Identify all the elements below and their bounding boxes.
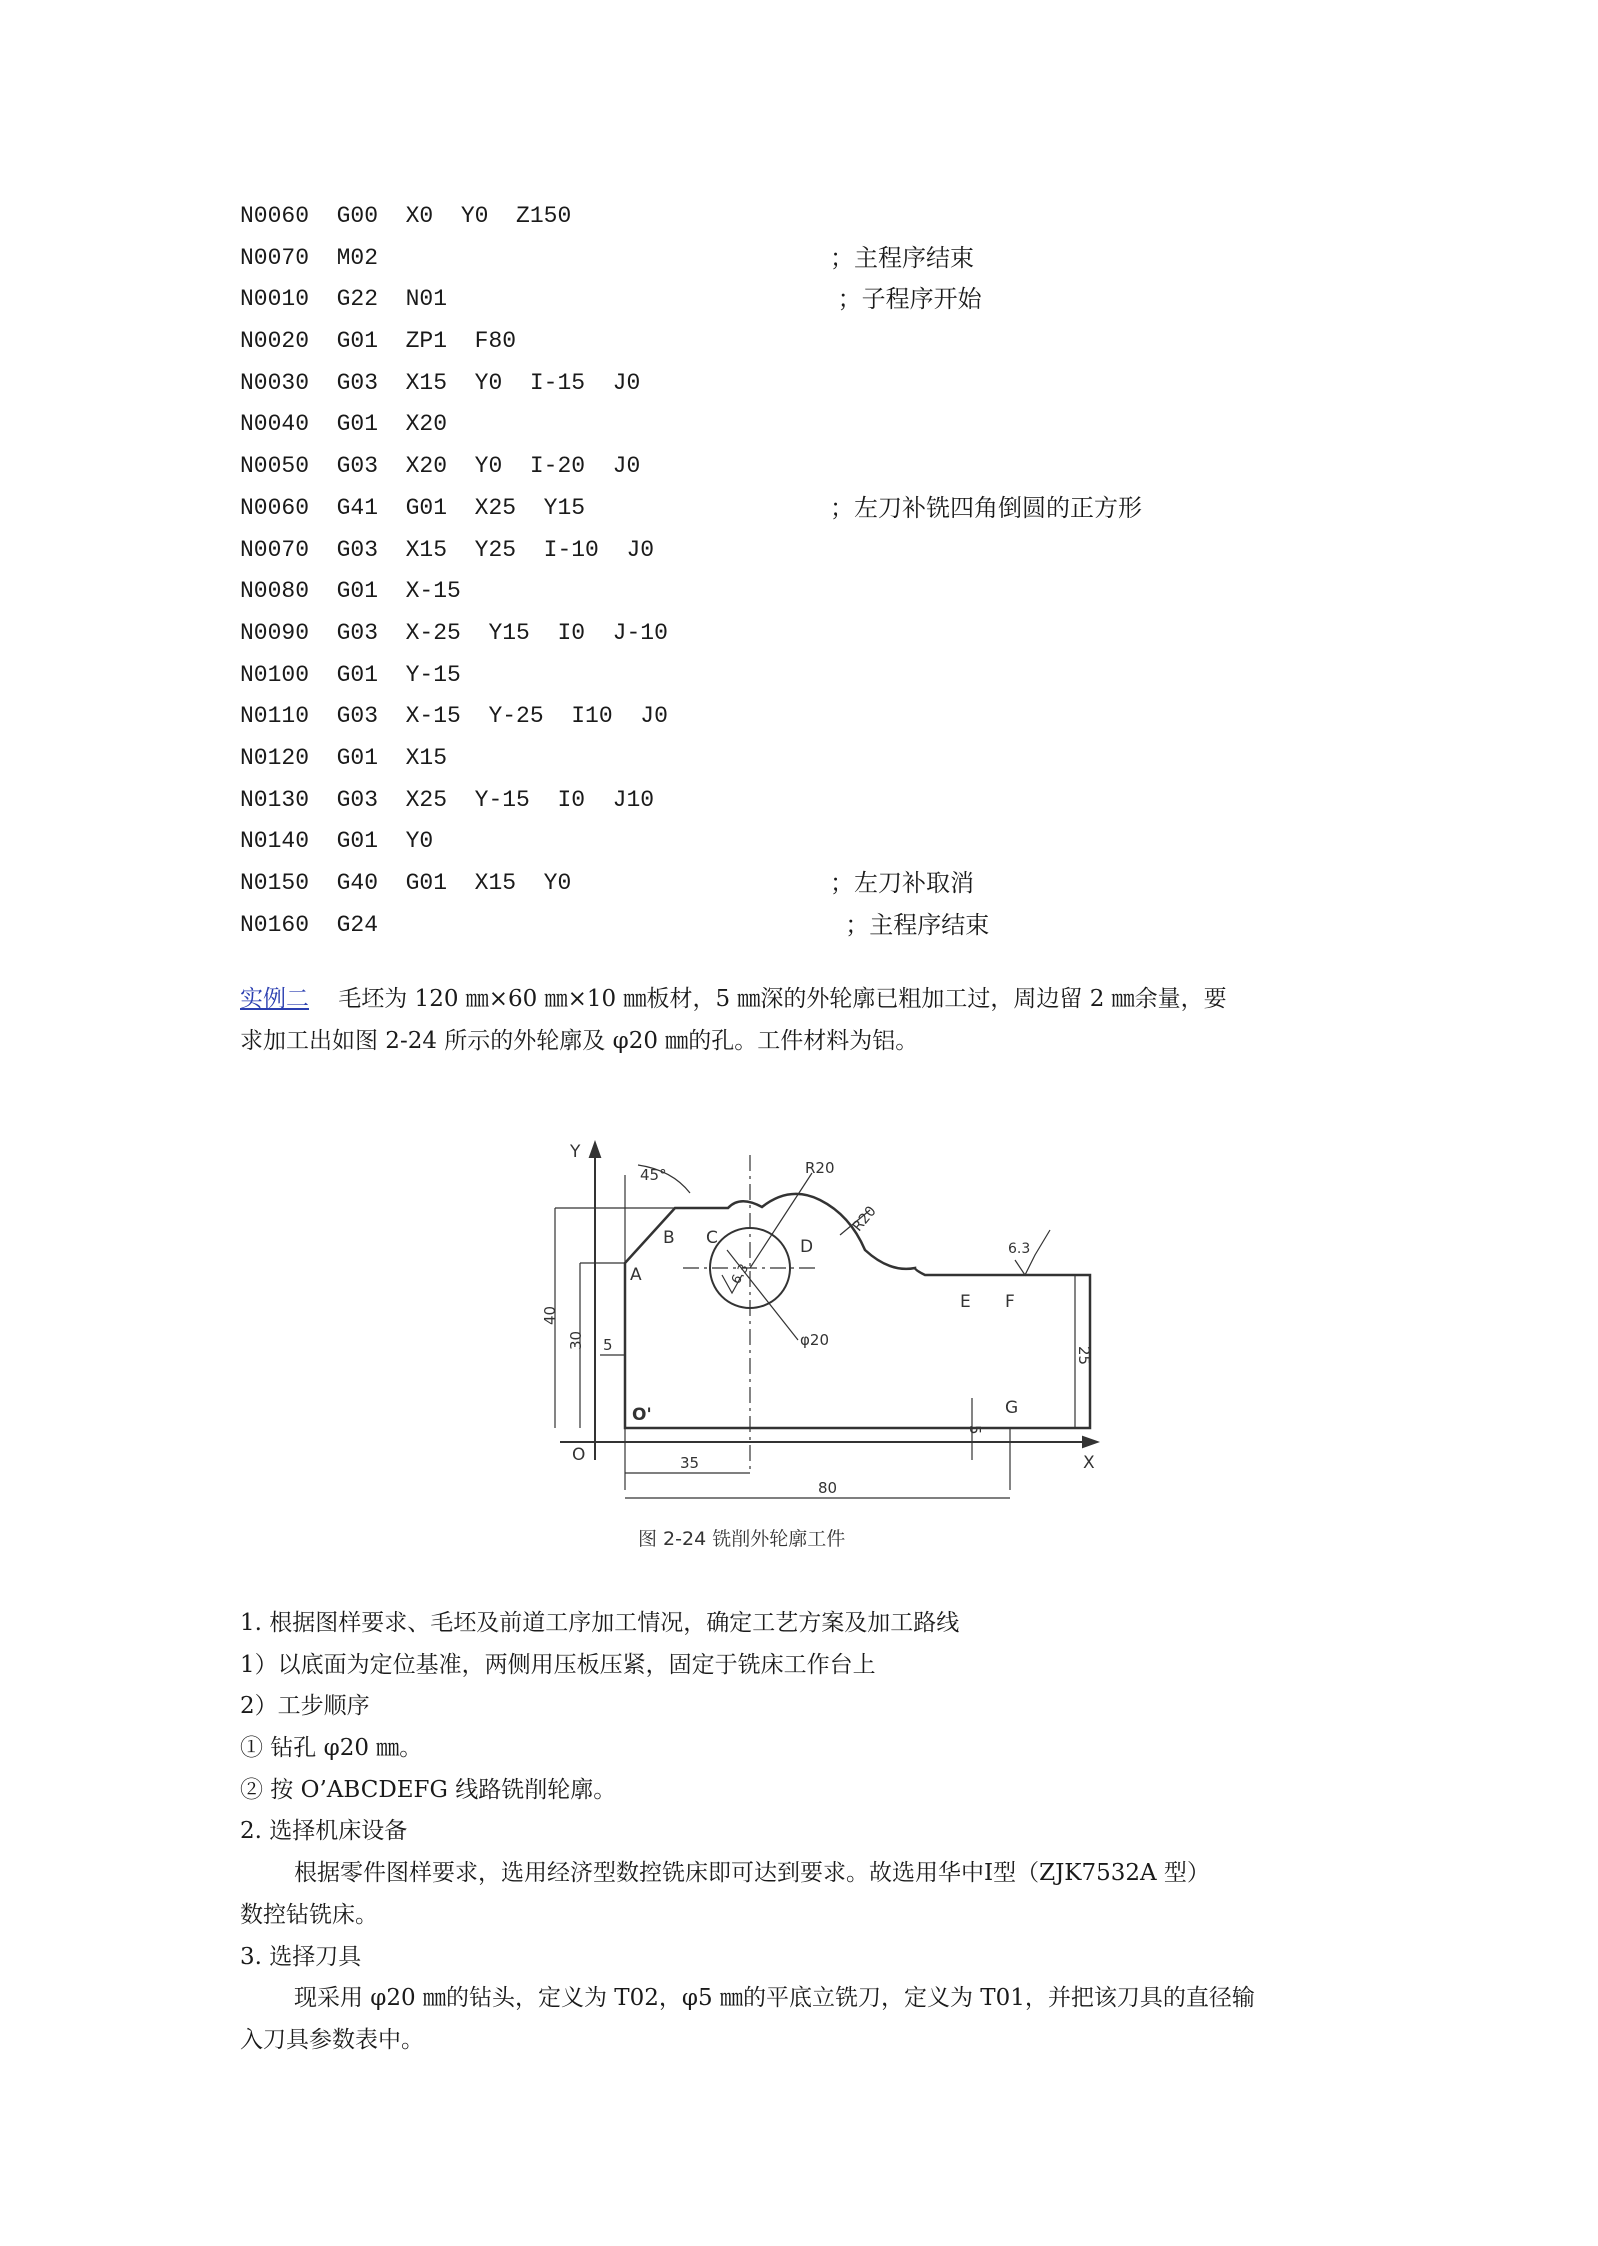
code-line — [240, 363, 1390, 405]
example-text-2: 求加工出如图 2-24 所示的外轮廓及 φ20 ㎜的孔。工件材料为铝。 — [240, 1028, 919, 1054]
step-line: ② 按 O’ABCDEFG 线路铣削轮廓。 — [240, 1776, 617, 1803]
code-line — [240, 780, 1390, 822]
label-origin-prime: O' — [632, 1405, 652, 1425]
code-text: N0010 G22 N01 — [240, 286, 448, 313]
code-comment: ；主程序结束 — [830, 243, 974, 272]
code-line — [240, 863, 1390, 905]
code-line — [240, 446, 1390, 488]
code-text: N0020 G01 ZP1 F80 — [240, 328, 517, 355]
step-line: 1. 根据图样要求、毛坯及前道工序加工情况，确定工艺方案及加工路线 — [240, 1610, 960, 1636]
code-text: N0060 G41 G01 X25 Y15 — [240, 494, 586, 521]
code-text: N0120 G01 X15 — [240, 744, 448, 771]
code-line — [240, 279, 1390, 321]
x-axis-arrow — [1083, 1437, 1097, 1447]
label-dim-35: 35 — [680, 1454, 700, 1472]
step-line: 入刀具参数表中。 — [240, 2026, 424, 2053]
example-link[interactable]: 实例二 — [240, 986, 309, 1012]
label-dim-5a: 5 — [603, 1336, 613, 1354]
code-comment: ；主程序结束 — [830, 910, 990, 939]
example-line-1 — [240, 978, 1360, 1020]
code-line — [240, 571, 1390, 613]
step-line: 3. 选择刀具 — [240, 1943, 362, 1970]
code-line — [240, 530, 1390, 572]
label-dim-5b: 5 — [966, 1425, 984, 1435]
label-point-b: B — [663, 1228, 675, 1248]
figure-caption: 图 2-24 铣削外轮廓工件 — [638, 1528, 846, 1550]
label-point-c: C — [706, 1228, 718, 1248]
code-text: N0130 G03 X25 Y-15 I0 J10 — [240, 786, 655, 813]
code-text: N0070 M02 — [240, 244, 379, 271]
label-r20: R20 — [805, 1159, 835, 1177]
code-line — [240, 238, 1390, 280]
code-text: N0080 G01 X-15 — [240, 578, 461, 605]
label-origin: O — [572, 1445, 586, 1465]
part-drawing — [500, 1115, 1100, 1555]
step-line: 数控钻铣床。 — [240, 1901, 378, 1928]
figure-2-24 — [500, 1115, 1100, 1555]
code-line — [240, 404, 1390, 446]
label-dim-80: 80 — [818, 1479, 838, 1497]
code-line — [240, 905, 1390, 947]
code-line — [240, 321, 1390, 363]
label-r20b: R20 — [849, 1203, 880, 1235]
code-text: N0100 G01 Y-15 — [240, 661, 461, 688]
label-y-axis: Y — [570, 1142, 581, 1162]
code-line — [240, 821, 1390, 863]
code-comment: ；左刀补铣四角倒圆的正方形 — [830, 493, 1142, 522]
example-text-1: 毛坯为 120 ㎜×60 ㎜×10 ㎜板材，5 ㎜深的外轮廓已粗加工过，周边留 2 ㎜余量，要 — [338, 986, 1227, 1012]
code-line — [240, 655, 1390, 697]
code-text: N0160 G24 — [240, 911, 379, 938]
code-comment: ；子程序开始 — [830, 285, 982, 314]
step-line: 现采用 φ20 ㎜的钻头，定义为 T02，φ5 ㎜的平底立铣刀，定义为 T01，并把该刀具的直径输 — [294, 1985, 1255, 2012]
label-point-e: E — [960, 1292, 971, 1312]
label-phi20: φ20 — [800, 1331, 829, 1349]
label-angle: 45° — [640, 1166, 667, 1184]
step-line: ① 钻孔 φ20 ㎜。 — [240, 1735, 423, 1762]
step-line: 2）工步顺序 — [240, 1693, 370, 1720]
example-paragraph — [240, 978, 1360, 1062]
label-roughness-hole: 6.3 — [728, 1261, 753, 1288]
code-line — [240, 196, 1390, 238]
process-steps — [240, 1603, 1370, 2062]
label-point-g: G — [1005, 1398, 1019, 1418]
label-dim-40: 40 — [541, 1305, 559, 1325]
label-dim-25: 25 — [1075, 1346, 1093, 1366]
code-comment: ；左刀补取消 — [830, 869, 974, 897]
label-point-f: F — [1005, 1292, 1015, 1312]
code-line — [240, 613, 1390, 655]
label-roughness-top: 6.3 — [1008, 1241, 1031, 1257]
program-listing — [240, 196, 1390, 946]
code-text: N0150 G40 G01 X15 Y0 — [240, 870, 572, 896]
label-point-d: D — [800, 1237, 814, 1257]
label-x-axis: X — [1083, 1453, 1095, 1473]
step-line: 2. 选择机床设备 — [240, 1818, 408, 1845]
code-line — [240, 488, 1390, 530]
code-text: N0030 G03 X15 Y0 I-15 J0 — [240, 369, 641, 396]
code-text: N0050 G03 X20 Y0 I-20 J0 — [240, 453, 641, 480]
label-dim-30: 30 — [567, 1330, 585, 1350]
code-text: N0140 G01 Y0 — [240, 828, 434, 855]
code-text: N0070 G03 X15 Y25 I-10 J0 — [240, 536, 655, 563]
code-line — [240, 696, 1390, 738]
y-axis-arrow — [590, 1143, 600, 1157]
code-line — [240, 738, 1390, 780]
code-text: N0110 G03 X-15 Y-25 I10 J0 — [240, 703, 668, 730]
step-line: 1）以底面为定位基准，两侧用压板压紧，固定于铣床工作台上 — [240, 1651, 876, 1678]
step-line: 根据零件图样要求，选用经济型数控铣床即可达到要求。故选用华中Ⅰ型（ZJK7532A 型） — [294, 1860, 1210, 1887]
label-point-a: A — [630, 1265, 642, 1285]
code-text: N0060 G00 X0 Y0 Z150 — [240, 203, 572, 229]
code-text: N0040 G01 X20 — [240, 411, 448, 438]
code-text: N0090 G03 X-25 Y15 I0 J-10 — [240, 619, 668, 646]
